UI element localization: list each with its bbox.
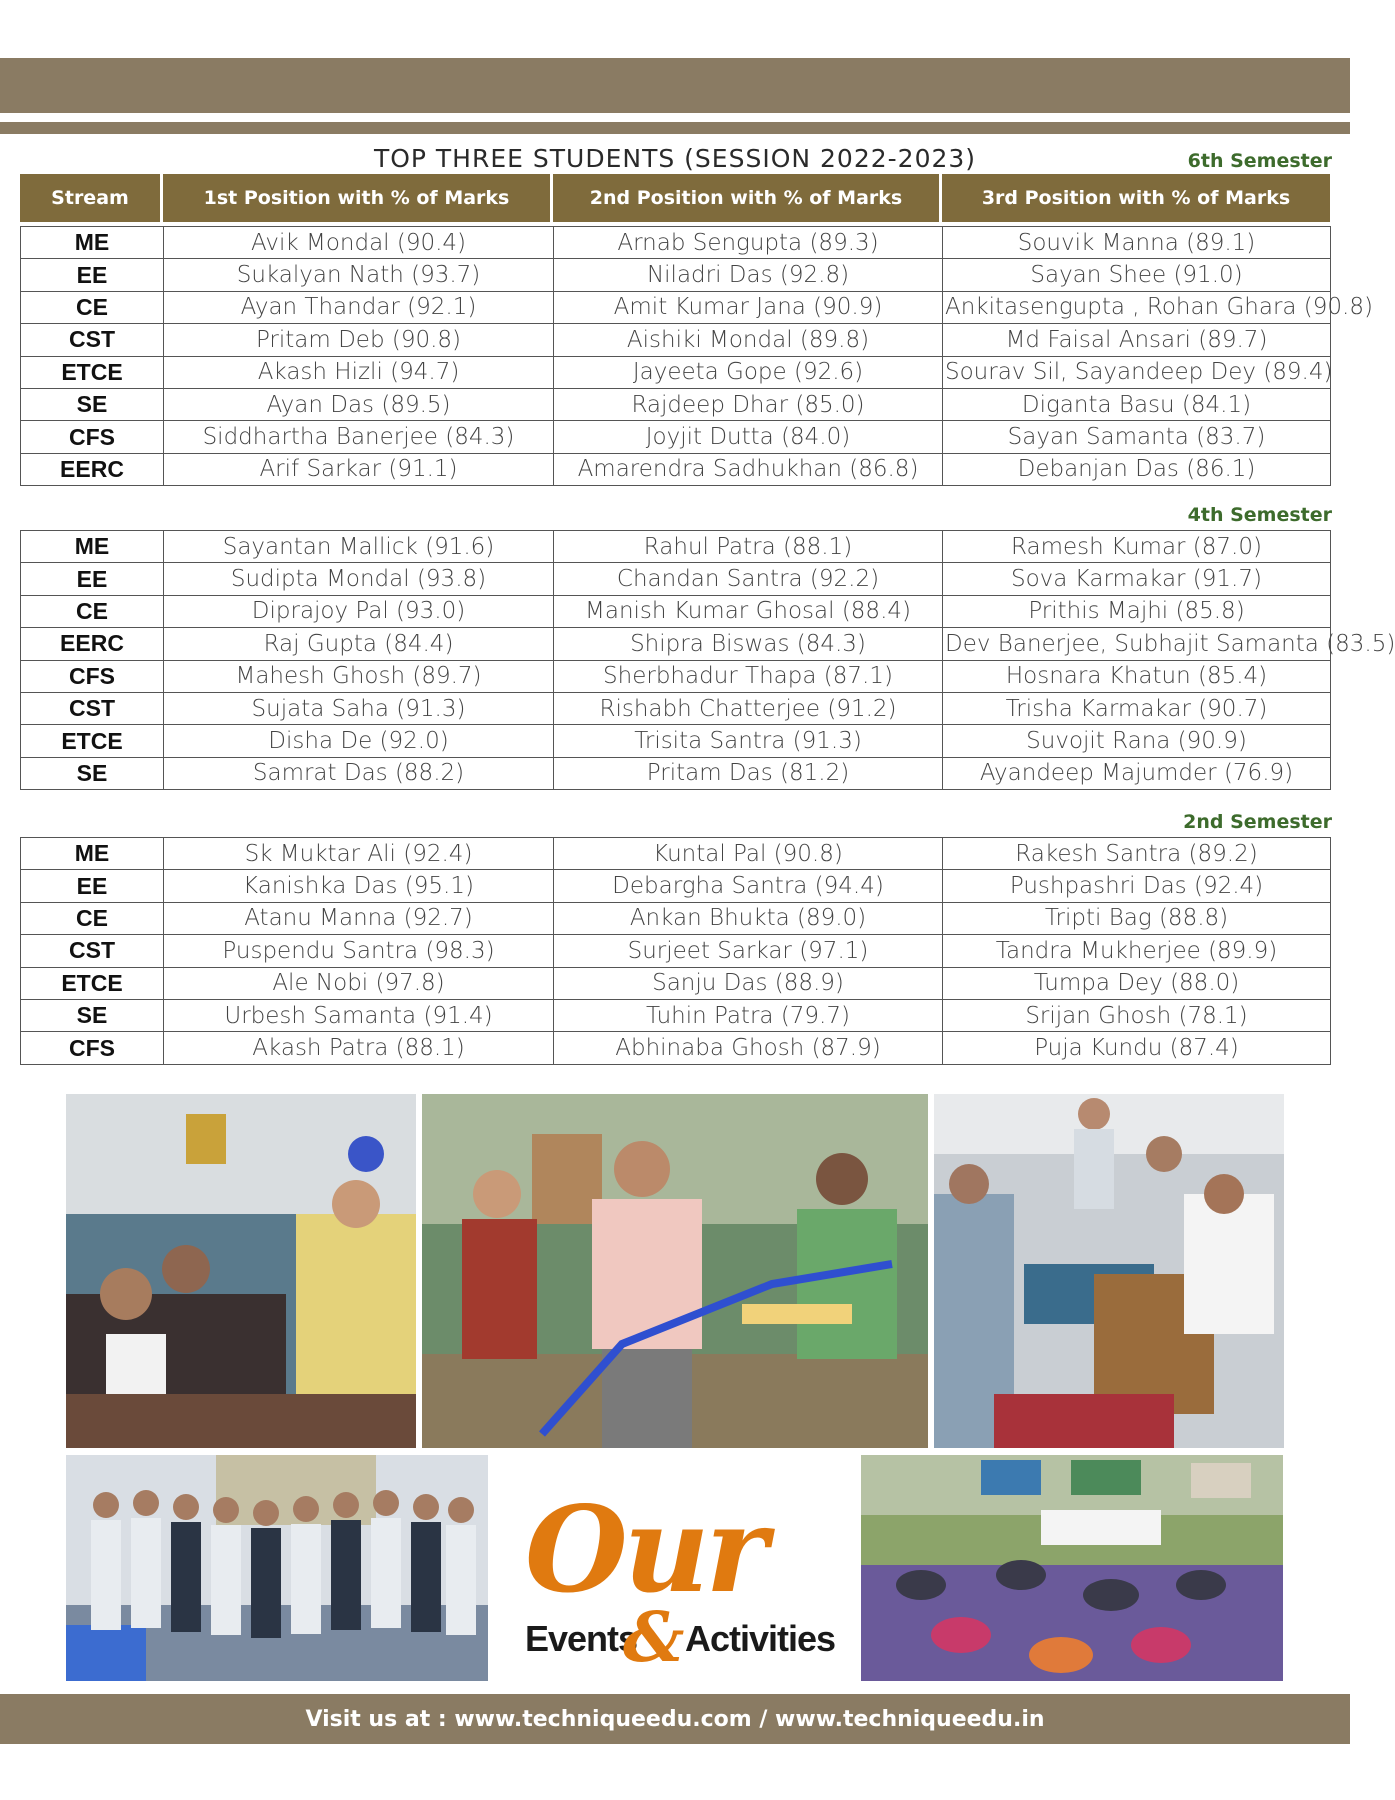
third-cell: Pushpashri Das (92.4) [943,870,1331,902]
table-row [21,660,1331,692]
stream-cell: CE [21,595,164,627]
table-row [21,902,1331,934]
table-row [21,531,1331,563]
table-row [21,935,1331,967]
third-cell: Tripti Bag (88.8) [943,902,1331,934]
third-cell: Sayan Samanta (83.7) [943,421,1331,453]
third-cell: Sayan Shee (91.0) [943,259,1331,291]
table-row [21,757,1331,789]
first-cell: Avik Mondal (90.4) [164,227,554,259]
stream-cell: CFS [21,1032,164,1064]
stream-cell: EERC [21,453,164,485]
table-row [21,227,1331,259]
stream-cell: CST [21,692,164,724]
third-cell: Hosnara Khatun (85.4) [943,660,1331,692]
third-cell: Souvik Manna (89.1) [943,227,1331,259]
logo-ampersand: & [623,1598,685,1678]
first-cell: Ayan Thandar (92.1) [164,291,554,323]
third-cell: Tandra Mukherjee (89.9) [943,935,1331,967]
second-cell: Trisita Santra (91.3) [554,725,943,757]
stream-cell: ETCE [21,967,164,999]
stream-cell: EERC [21,628,164,660]
table-row [21,356,1331,388]
second-cell: Sherbhadur Thapa (87.1) [554,660,943,692]
second-cell: Rishabh Chatterjee (91.2) [554,692,943,724]
first-cell: Sayantan Mallick (91.6) [164,531,554,563]
stream-cell: SE [21,388,164,420]
second-cell: Surjeet Sarkar (97.1) [554,935,943,967]
table-row [21,999,1331,1031]
first-cell: Siddhartha Banerjee (84.3) [164,421,554,453]
stream-cell: ETCE [21,725,164,757]
stream-cell: CFS [21,421,164,453]
second-cell: Kuntal Pal (90.8) [554,838,943,870]
first-cell: Arif Sarkar (91.1) [164,453,554,485]
third-cell: Srijan Ghosh (78.1) [943,999,1331,1031]
first-cell: Samrat Das (88.2) [164,757,554,789]
table-row [21,1032,1331,1064]
third-cell: Ayandeep Majumder (76.9) [943,757,1331,789]
first-cell: Ale Nobi (97.8) [164,967,554,999]
events-activities-logo [505,1480,845,1680]
first-cell: Atanu Manna (92.7) [164,902,554,934]
second-cell: Pritam Das (81.2) [554,757,943,789]
first-cell: Urbesh Samanta (91.4) [164,999,554,1031]
first-cell: Sk Muktar Ali (92.4) [164,838,554,870]
first-cell: Raj Gupta (84.4) [164,628,554,660]
second-cell: Shipra Biswas (84.3) [554,628,943,660]
photo-award-ceremony [66,1094,416,1448]
second-cell: Niladri Das (92.8) [554,259,943,291]
second-cell: Debargha Santra (94.4) [554,870,943,902]
third-cell: Puja Kundu (87.4) [943,1032,1331,1064]
third-cell: Trisha Karmakar (90.7) [943,692,1331,724]
third-cell: Dev Banerjee, Subhajit Samanta (83.5) [943,628,1331,660]
stream-cell: CE [21,902,164,934]
table-row [21,870,1331,902]
table-row [21,967,1331,999]
header-second-position: 2nd Position with % of Marks [553,174,939,222]
stream-cell: ME [21,531,164,563]
table-row [21,291,1331,323]
third-cell: Tumpa Dey (88.0) [943,967,1331,999]
table-row [21,324,1331,356]
logo-activities-text: Activities [685,1618,836,1659]
logo-events-text: Events [525,1618,638,1659]
header-stream: Stream [20,174,160,222]
second-cell: Arnab Sengupta (89.3) [554,227,943,259]
first-cell: Kanishka Das (95.1) [164,870,554,902]
header-first-position: 1st Position with % of Marks [163,174,550,222]
top-divider-rule [0,122,1350,134]
table-row [21,421,1331,453]
second-cell: Rajdeep Dhar (85.0) [554,388,943,420]
third-cell: Sourav Sil, Sayandeep Dey (89.4) [943,356,1331,388]
first-cell: Akash Patra (88.1) [164,1032,554,1064]
second-cell: Sanju Das (88.9) [554,967,943,999]
first-cell: Pritam Deb (90.8) [164,324,554,356]
stream-cell: EE [21,259,164,291]
third-cell: Suvojit Rana (90.9) [943,725,1331,757]
second-cell: Chandan Santra (92.2) [554,563,943,595]
third-cell: Prithis Majhi (85.8) [943,595,1331,627]
first-cell: Diprajoy Pal (93.0) [164,595,554,627]
header-third-position: 3rd Position with % of Marks [942,174,1330,222]
stream-cell: SE [21,757,164,789]
second-cell: Rahul Patra (88.1) [554,531,943,563]
stream-cell: EE [21,563,164,595]
stream-cell: SE [21,999,164,1031]
second-cell: Abhinaba Ghosh (87.9) [554,1032,943,1064]
photo-ribbon-cutting [422,1094,928,1448]
semester-label-4th: 4th Semester [1187,504,1332,526]
table-row [21,563,1331,595]
table-row [21,388,1331,420]
page-title: TOP THREE STUDENTS (SESSION 2022-2023) [373,144,977,173]
third-cell: Md Faisal Ansari (89.7) [943,324,1331,356]
first-cell: Disha De (92.0) [164,725,554,757]
table-row [21,692,1331,724]
logo-our-text: Our [525,1480,764,1619]
photo-yoga-session [861,1455,1283,1681]
second-cell: Manish Kumar Ghosal (88.4) [554,595,943,627]
stream-cell: CFS [21,660,164,692]
first-cell: Sukalyan Nath (93.7) [164,259,554,291]
first-cell: Sudipta Mondal (93.8) [164,563,554,595]
top-banner-bar [0,58,1350,113]
first-cell: Akash Hizli (94.7) [164,356,554,388]
first-cell: Puspendu Santra (98.3) [164,935,554,967]
third-cell: Ankitasengupta , Rohan Ghara (90.8) [943,291,1331,323]
second-cell: Amit Kumar Jana (90.9) [554,291,943,323]
table-row [21,628,1331,660]
third-cell: Ramesh Kumar (87.0) [943,531,1331,563]
table-2nd-semester [20,837,1331,1065]
stream-cell: ME [21,227,164,259]
second-cell: Ankan Bhukta (89.0) [554,902,943,934]
stream-cell: EE [21,870,164,902]
third-cell: Sova Karmakar (91.7) [943,563,1331,595]
first-cell: Mahesh Ghosh (89.7) [164,660,554,692]
semester-label-2nd: 2nd Semester [1183,811,1332,833]
third-cell: Rakesh Santra (89.2) [943,838,1331,870]
photo-quiz-group [66,1455,488,1681]
table-header-row [20,174,1330,222]
table-row [21,725,1331,757]
table-row [21,595,1331,627]
second-cell: Tuhin Patra (79.7) [554,999,943,1031]
second-cell: Joyjit Dutta (84.0) [554,421,943,453]
second-cell: Aishiki Mondal (89.8) [554,324,943,356]
first-cell: Sujata Saha (91.3) [164,692,554,724]
semester-label-6th: 6th Semester [1187,150,1332,172]
third-cell: Debanjan Das (86.1) [943,453,1331,485]
table-row [21,838,1331,870]
table-6th-semester [20,226,1373,486]
footer-website-bar: Visit us at : www.techniqueedu.com / www.techniqueedu.in [0,1694,1350,1744]
table-row [21,453,1331,485]
second-cell: Amarendra Sadhukhan (86.8) [554,453,943,485]
stream-cell: CE [21,291,164,323]
stream-cell: ETCE [21,356,164,388]
photo-blood-donation [934,1094,1284,1448]
table-4th-semester [20,530,1395,790]
stream-cell: CST [21,324,164,356]
third-cell: Diganta Basu (84.1) [943,388,1331,420]
table-row [21,259,1331,291]
stream-cell: ME [21,838,164,870]
stream-cell: CST [21,935,164,967]
second-cell: Jayeeta Gope (92.6) [554,356,943,388]
first-cell: Ayan Das (89.5) [164,388,554,420]
